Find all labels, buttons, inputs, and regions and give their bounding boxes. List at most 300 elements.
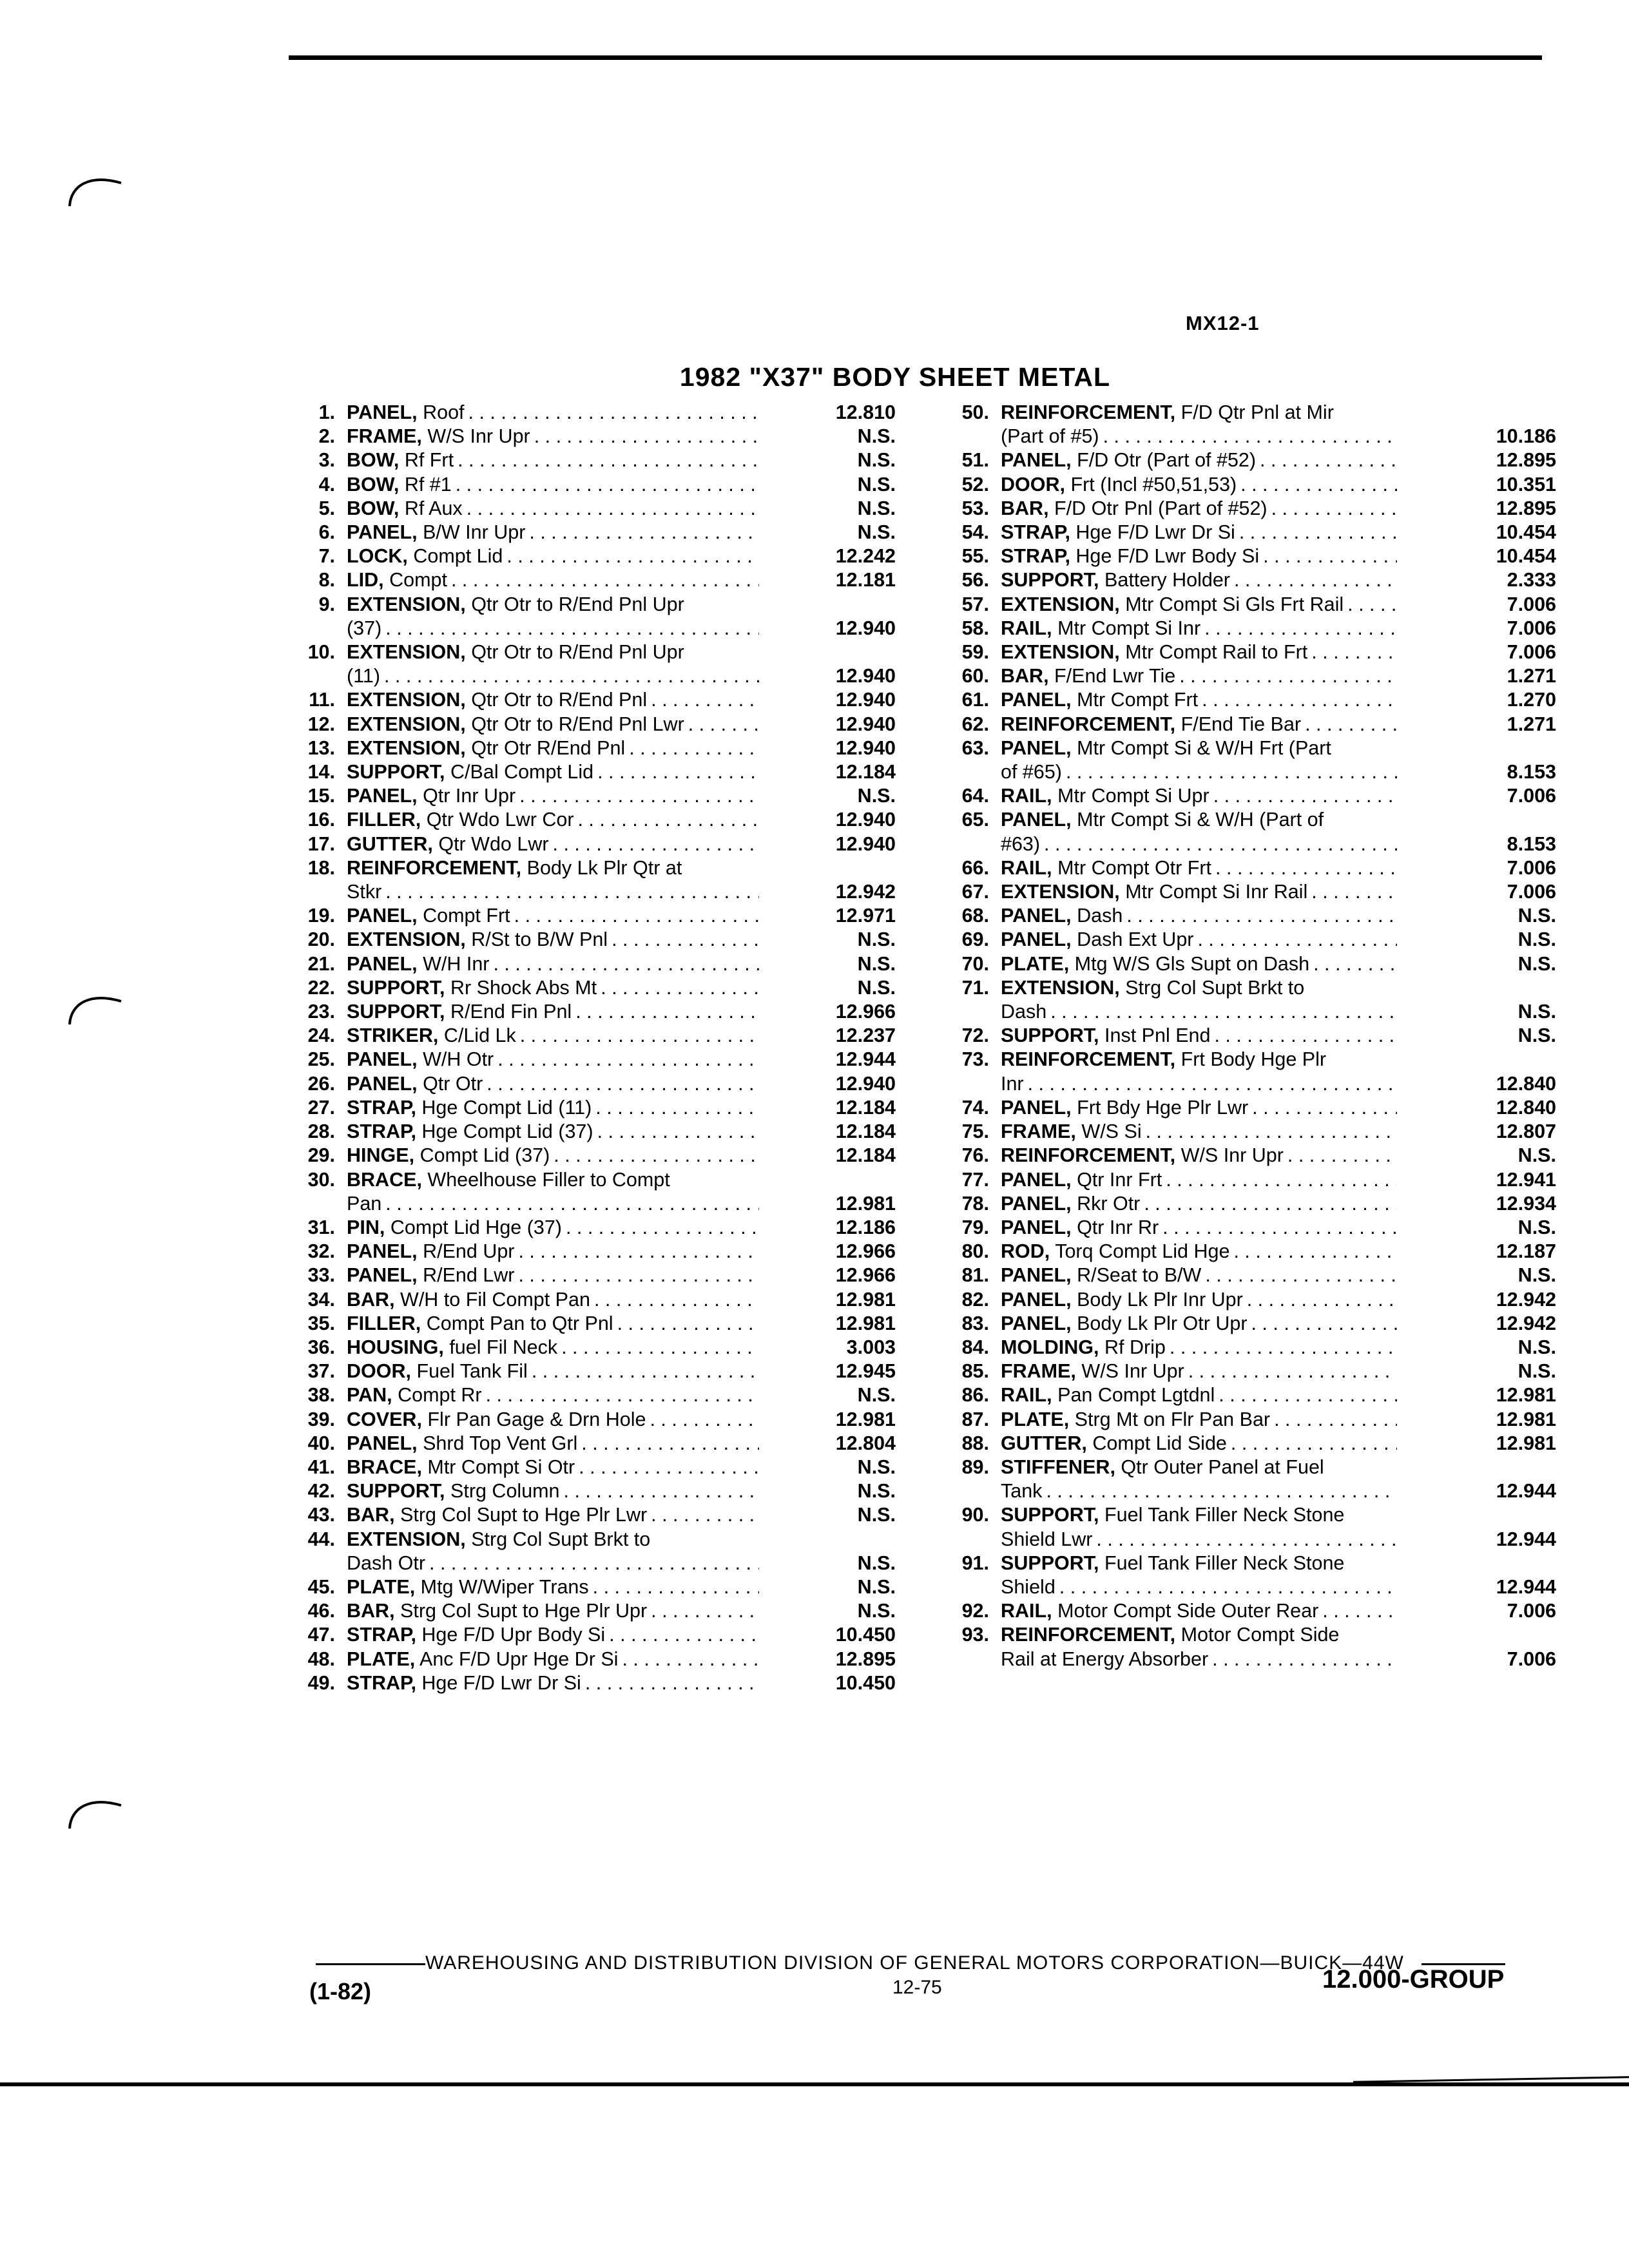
part-number: 87.: [961, 1408, 989, 1430]
part-number: 83.: [961, 1312, 989, 1334]
part-name: PANEL,: [347, 1072, 418, 1095]
part-name: HINGE,: [347, 1144, 415, 1167]
part-entry: [290, 856, 896, 904]
leader-dots: [1243, 1288, 1397, 1312]
part-name: RAIL,: [1001, 617, 1052, 639]
leader-dots: [514, 1240, 759, 1264]
part-name: PANEL,: [347, 785, 418, 807]
part-description: Inr: [1001, 1072, 1024, 1095]
part-number: 48.: [307, 1648, 335, 1670]
part-name: FILLER,: [347, 1312, 421, 1334]
part-name: DOOR,: [1001, 473, 1065, 495]
part-description: Dash: [1077, 905, 1123, 927]
part-description: Torq Compt Lid Hge: [1055, 1240, 1230, 1263]
part-number: 26.: [307, 1072, 335, 1095]
leader-dots: [489, 952, 759, 976]
part-number: 51.: [961, 449, 989, 472]
part-description: Qtr Wdo Lwr: [438, 832, 549, 855]
leader-dots: [483, 1072, 759, 1096]
part-description: Rr Shock Abs Mt: [450, 976, 597, 999]
leader-dots: [1230, 568, 1397, 592]
part-entry: [944, 448, 1556, 472]
part-name: PANEL,: [1001, 1096, 1072, 1119]
leader-dots: [1309, 952, 1397, 976]
part-number: 33.: [307, 1264, 335, 1287]
part-number: 13.: [307, 736, 335, 759]
part-name: FRAME,: [1001, 1120, 1076, 1143]
part-name: PANEL,: [347, 521, 418, 544]
part-description: Flr Pan Gage & Drn Hole: [427, 1408, 646, 1430]
leader-dots: [1166, 1336, 1397, 1360]
leader-dots: [1259, 544, 1397, 568]
part-number: 15.: [307, 785, 335, 807]
part-number: 12.: [307, 713, 335, 735]
part-number: 71.: [961, 976, 989, 999]
part-entry: [290, 1432, 896, 1456]
group-reference: 12.981: [835, 1288, 896, 1311]
part-description: (37): [347, 617, 382, 639]
part-entry: [944, 568, 1556, 592]
part-entry: [944, 1432, 1556, 1456]
part-entry: [290, 1623, 896, 1647]
part-entry: [290, 1456, 896, 1479]
part-name: EXTENSION,: [1001, 976, 1120, 999]
part-entry: [290, 401, 896, 425]
part-number: 18.: [307, 856, 335, 879]
part-number: 41.: [307, 1456, 335, 1478]
part-name: SUPPORT,: [1001, 1552, 1099, 1574]
group-reference: 12.981: [1496, 1384, 1556, 1407]
part-number: 53.: [961, 497, 989, 519]
part-name: HOUSING,: [347, 1336, 444, 1358]
part-name: PANEL,: [347, 905, 418, 927]
part-name: PANEL,: [1001, 449, 1072, 472]
group-reference: 12.895: [835, 1648, 896, 1670]
leader-dots: [1235, 521, 1397, 544]
part-entry: [290, 1024, 896, 1048]
part-entry: [290, 784, 896, 808]
group-reference: 10.454: [1496, 521, 1556, 544]
part-name: SUPPORT,: [1001, 569, 1099, 591]
part-entry: [290, 521, 896, 544]
part-description: F/D Otr (Part of #52): [1077, 449, 1257, 472]
part-number: 64.: [961, 785, 989, 807]
footer-dash-left: [316, 1963, 425, 1965]
leader-dots: [465, 401, 759, 425]
part-description: Mtr Compt Si Inr Rail: [1125, 881, 1308, 903]
part-number: 29.: [307, 1144, 335, 1167]
leader-dots: [516, 1024, 759, 1048]
group-reference: N.S.: [1518, 1360, 1556, 1383]
part-description: Mtr Compt Frt: [1077, 689, 1199, 711]
part-name: EXTENSION,: [1001, 881, 1120, 903]
part-number: 30.: [307, 1168, 335, 1191]
part-entry: [944, 688, 1556, 712]
part-entry: [944, 1048, 1556, 1095]
group-reference: N.S.: [1518, 1264, 1556, 1287]
group-reference: 12.981: [835, 1408, 896, 1430]
part-description: W/H Otr: [423, 1048, 494, 1071]
leader-dots: [605, 1623, 759, 1647]
part-description: of #65): [1001, 761, 1062, 783]
leader-dots: [577, 1432, 759, 1456]
group-reference: N.S.: [857, 1575, 896, 1598]
part-name: BAR,: [347, 1504, 395, 1526]
part-name: EXTENSION,: [347, 641, 466, 664]
leader-dots: [597, 976, 759, 1000]
part-description: Roof: [423, 401, 465, 423]
leader-dots: [425, 1552, 759, 1575]
part-name: RAIL,: [1001, 1384, 1052, 1407]
group-reference: 12.971: [835, 905, 896, 927]
part-description: R/End Lwr: [423, 1264, 515, 1287]
group-reference: 12.187: [1496, 1240, 1556, 1263]
part-description: R/St to B/W Pnl: [471, 928, 608, 951]
part-number: 27.: [307, 1096, 335, 1119]
part-description: fuel Fil Neck: [449, 1336, 558, 1358]
part-number: 81.: [961, 1264, 989, 1287]
part-description: Hge F/D Lwr Dr Si: [1075, 521, 1235, 544]
group-reference: 12.981: [1496, 1408, 1556, 1430]
part-description: W/S Inr Upr: [1081, 1360, 1184, 1383]
leader-dots: [1229, 1240, 1397, 1264]
group-reference: 12.940: [835, 713, 896, 735]
group-reference: 3.003: [846, 1336, 896, 1358]
part-name: LID,: [347, 569, 384, 591]
part-name: EXTENSION,: [347, 736, 466, 759]
leader-dots: [1123, 904, 1397, 928]
part-description: Strg Col Supt to Hge Plr Lwr: [400, 1504, 648, 1526]
part-description: Hge F/D Lwr Dr Si: [421, 1671, 581, 1694]
part-description: Anc F/D Upr Hge Dr Si: [419, 1648, 619, 1670]
leader-dots: [1046, 1000, 1397, 1024]
group-reference: 12.810: [835, 401, 896, 423]
part-number: 40.: [307, 1432, 335, 1454]
part-description: Body Lk Plr Inr Upr: [1077, 1288, 1243, 1311]
group-reference: 12.934: [1496, 1192, 1556, 1215]
part-name: EXTENSION,: [1001, 641, 1120, 664]
section-code: MX12-1: [1186, 312, 1260, 334]
part-entry: [944, 976, 1556, 1024]
part-number: 85.: [961, 1360, 989, 1383]
leader-dots: [1200, 617, 1397, 640]
part-number: 70.: [961, 952, 989, 975]
leader-dots: [550, 1144, 759, 1168]
part-number: 49.: [307, 1671, 335, 1694]
part-number: 34.: [307, 1288, 335, 1311]
leader-dots: [646, 1408, 759, 1432]
leader-dots: [1175, 664, 1397, 688]
leader-dots: [1307, 880, 1397, 904]
part-name: SUPPORT,: [347, 976, 445, 999]
part-name: COVER,: [347, 1408, 422, 1430]
part-number: 58.: [961, 617, 989, 639]
part-entry: [290, 1503, 896, 1527]
part-description: Tank: [1001, 1480, 1043, 1503]
part-entry: [944, 1024, 1556, 1048]
part-name: BOW,: [347, 497, 400, 519]
part-entry: [944, 1096, 1556, 1120]
part-entry: [290, 1072, 896, 1096]
part-description: Fuel Tank Filler Neck Stone: [1104, 1504, 1345, 1526]
part-entry: [944, 1360, 1556, 1383]
part-name: BAR,: [1001, 665, 1049, 687]
group-reference: 12.940: [835, 809, 896, 831]
part-entry: [290, 1168, 896, 1216]
part-entry: [290, 736, 896, 760]
part-name: REINFORCEMENT,: [1001, 1624, 1176, 1646]
group-reference: 12.944: [1496, 1480, 1556, 1503]
part-entry: [290, 1575, 896, 1599]
part-description: Hge F/D Lwr Body Si: [1075, 545, 1260, 568]
part-description: Hge F/D Upr Body Si: [421, 1624, 606, 1646]
part-number: 11.: [309, 689, 335, 711]
part-number: 25.: [307, 1048, 335, 1071]
group-reference: N.S.: [857, 521, 896, 544]
part-name: FRAME,: [347, 425, 422, 448]
part-entry: [944, 784, 1556, 808]
part-description: W/S Inr Upr: [427, 425, 530, 448]
part-entry: [290, 760, 896, 784]
part-name: MOLDING,: [1001, 1336, 1099, 1358]
part-entry: [944, 1503, 1556, 1551]
leader-dots: [1042, 1479, 1397, 1503]
part-number: 35.: [307, 1312, 335, 1334]
part-entry: [290, 1216, 896, 1240]
part-number: 74.: [961, 1096, 989, 1119]
part-description: Strg Col Supt Brkt to: [1125, 976, 1305, 999]
group-reference: N.S.: [857, 976, 896, 999]
part-number: 73.: [961, 1048, 989, 1071]
part-description: Strg Column: [450, 1480, 560, 1503]
group-reference: 1.271: [1507, 665, 1556, 687]
group-reference: 12.940: [835, 665, 896, 687]
part-description: Qtr Inr Frt: [1077, 1168, 1162, 1191]
parts-list-right-column: [944, 401, 1556, 1671]
part-entry: [290, 1264, 896, 1287]
part-entry: [290, 1240, 896, 1264]
part-description: (11): [347, 665, 380, 687]
part-name: PIN,: [347, 1216, 385, 1238]
part-name: PANEL,: [1001, 1312, 1072, 1334]
part-entry: [944, 856, 1556, 880]
part-name: PANEL,: [347, 1432, 418, 1454]
part-number: 8.: [318, 569, 335, 591]
part-number: 19.: [307, 905, 335, 927]
part-name: BAR,: [347, 1600, 395, 1622]
part-number: 7.: [318, 545, 335, 568]
part-description: Qtr Otr: [423, 1072, 483, 1095]
part-description: W/H Inr: [423, 952, 490, 975]
part-number: 72.: [961, 1024, 989, 1047]
group-reference: 7.006: [1507, 641, 1556, 664]
part-description: Body Lk Plr Qtr at: [526, 856, 682, 879]
group-reference: 12.981: [835, 1192, 896, 1215]
group-reference: 1.271: [1507, 713, 1556, 735]
part-description: Compt Lid Hge (37): [390, 1216, 562, 1238]
part-entry: [944, 904, 1556, 928]
part-entry: [290, 1383, 896, 1407]
part-number: 10.: [307, 641, 335, 664]
part-name: ROD,: [1001, 1240, 1050, 1263]
page-number: 12-75: [892, 1977, 942, 1998]
group-reference: 12.181: [835, 569, 896, 591]
part-number: 37.: [307, 1360, 335, 1383]
part-entry: [944, 1312, 1556, 1336]
leader-dots: [381, 880, 759, 904]
part-name: PLATE,: [347, 1648, 416, 1670]
group-reference: N.S.: [1518, 905, 1556, 927]
group-reference: 12.942: [1496, 1288, 1556, 1311]
part-number: 76.: [961, 1144, 989, 1167]
part-entry: [290, 1336, 896, 1360]
part-number: 60.: [961, 665, 989, 687]
part-entry: [290, 1671, 896, 1695]
part-entry: [290, 1648, 896, 1671]
part-name: PANEL,: [347, 1240, 418, 1263]
part-description: C/Lid Lk: [443, 1024, 516, 1047]
part-name: BRACE,: [347, 1168, 422, 1191]
leader-dots: [1247, 1312, 1397, 1336]
part-number: 39.: [307, 1408, 335, 1430]
leader-dots: [560, 1479, 759, 1503]
part-description: Strg Col Supt Brkt to: [471, 1528, 651, 1550]
group-reference: 12.184: [835, 761, 896, 783]
leader-dots: [503, 544, 759, 568]
part-entry: [944, 1240, 1556, 1264]
group-reference: 12.940: [835, 832, 896, 855]
part-description: Strg Mt on Flr Pan Bar: [1074, 1408, 1271, 1430]
group-reference: 10.454: [1496, 545, 1556, 568]
part-name: FILLER,: [347, 809, 421, 831]
part-name: PLATE,: [347, 1575, 416, 1598]
part-entry: [944, 1336, 1556, 1360]
part-description: Frt (Incl #50,51,53): [1070, 473, 1237, 495]
part-number: 59.: [961, 641, 989, 664]
group-reference: 12.942: [835, 881, 896, 903]
group-reference: 12.941: [1496, 1168, 1556, 1191]
leader-dots: [593, 1120, 759, 1144]
part-number: 69.: [961, 928, 989, 951]
group-reference: N.S.: [857, 1456, 896, 1478]
part-description: Shrd Top Vent Grl: [423, 1432, 578, 1454]
group-reference: 12.895: [1496, 449, 1556, 472]
part-entry: [944, 664, 1556, 688]
division-text: WAREHOUSING AND DISTRIBUTION DIVISION OF GENERAL MOTORS CORPORATION—BUICK—44W: [425, 1952, 1404, 1974]
punch-hole-mark-bottom: [64, 1791, 122, 1830]
part-description: Compt Rr: [398, 1384, 482, 1407]
leader-dots: [525, 521, 759, 544]
group-reference: 12.840: [1496, 1096, 1556, 1119]
part-name: SUPPORT,: [347, 1480, 445, 1503]
group-reference: 7.006: [1507, 593, 1556, 615]
part-name: EXTENSION,: [347, 928, 466, 951]
leader-dots: [1198, 688, 1397, 712]
group-reference: N.S.: [1518, 1144, 1556, 1167]
part-description: W/H to Fil Compt Pan: [400, 1288, 590, 1311]
part-entry: [290, 568, 896, 592]
part-name: PANEL,: [1001, 1192, 1072, 1215]
leader-dots: [572, 1000, 759, 1024]
leader-dots: [1099, 425, 1397, 448]
part-description: Mtr Compt Si Upr: [1057, 785, 1210, 807]
group-reference: 12.184: [835, 1096, 896, 1119]
group-reference: 12.940: [835, 617, 896, 639]
part-description: Compt Frt: [423, 905, 510, 927]
part-description: Hge Compt Lid (37): [421, 1120, 593, 1143]
part-entry: [944, 1216, 1556, 1240]
part-description: Mtr Compt Otr Frt: [1057, 856, 1212, 879]
part-entry: [290, 1528, 896, 1575]
part-entry: [290, 1312, 896, 1336]
part-number: 20.: [307, 928, 335, 951]
part-name: EXTENSION,: [347, 1528, 466, 1550]
leader-dots: [592, 1096, 759, 1120]
part-name: STRAP,: [1001, 521, 1070, 544]
group-reference: N.S.: [1518, 952, 1556, 975]
part-name: PANEL,: [347, 1048, 418, 1071]
part-description: (Part of #5): [1001, 425, 1099, 448]
bottom-rule: [0, 2082, 1629, 2086]
part-description: Rf #1: [404, 473, 452, 495]
part-description: Mtr Compt Si & W/H Frt (Part: [1077, 736, 1331, 759]
group-reference: 7.006: [1507, 1648, 1556, 1670]
group-reference: 7.006: [1507, 881, 1556, 903]
part-name: PANEL,: [1001, 1264, 1072, 1287]
part-number: 14.: [307, 761, 335, 783]
part-description: Wheelhouse Filler to Compt: [427, 1168, 670, 1191]
group-reference: N.S.: [857, 1552, 896, 1574]
leader-dots: [1284, 1144, 1397, 1168]
part-description: Qtr Otr R/End Pnl: [471, 736, 626, 759]
part-entry: [944, 497, 1556, 521]
part-description: Compt Pan to Qtr Pnl: [426, 1312, 613, 1334]
leader-dots: [1237, 473, 1397, 497]
leader-dots: [1210, 1024, 1397, 1048]
part-description: Dash Ext Upr: [1077, 928, 1194, 951]
part-entry: [944, 1552, 1556, 1599]
part-description: R/End Fin Pnl: [450, 1001, 572, 1023]
part-description: Pan: [347, 1192, 382, 1215]
part-entry: [944, 1168, 1556, 1192]
part-description: Rf Aux: [404, 497, 463, 519]
group-reference: N.S.: [857, 497, 896, 519]
part-description: Compt: [389, 569, 447, 591]
part-entry: [944, 1599, 1556, 1623]
part-description: F/End Lwr Tie: [1054, 665, 1176, 687]
group-reference: 8.153: [1507, 761, 1556, 783]
part-number: 75.: [961, 1120, 989, 1143]
leader-dots: [557, 1336, 759, 1360]
part-entry: [290, 497, 896, 521]
part-description: W/S Si: [1081, 1120, 1142, 1143]
leader-dots: [1256, 448, 1397, 472]
part-description: Inst Pnl End: [1104, 1024, 1211, 1047]
part-name: PANEL,: [1001, 689, 1072, 711]
part-entry: [944, 1144, 1556, 1168]
leader-dots: [1215, 1383, 1397, 1407]
part-name: REINFORCEMENT,: [1001, 1144, 1176, 1167]
part-number: 6.: [318, 521, 335, 544]
part-number: 47.: [307, 1624, 335, 1646]
part-description: Mtg W/S Gls Supt on Dash: [1074, 952, 1310, 975]
part-number: 90.: [961, 1504, 989, 1526]
group-reference: 2.333: [1507, 569, 1556, 591]
part-number: 63.: [961, 736, 989, 759]
part-number: 44.: [307, 1528, 335, 1550]
group-reference: N.S.: [857, 449, 896, 472]
part-entry: [290, 473, 896, 497]
